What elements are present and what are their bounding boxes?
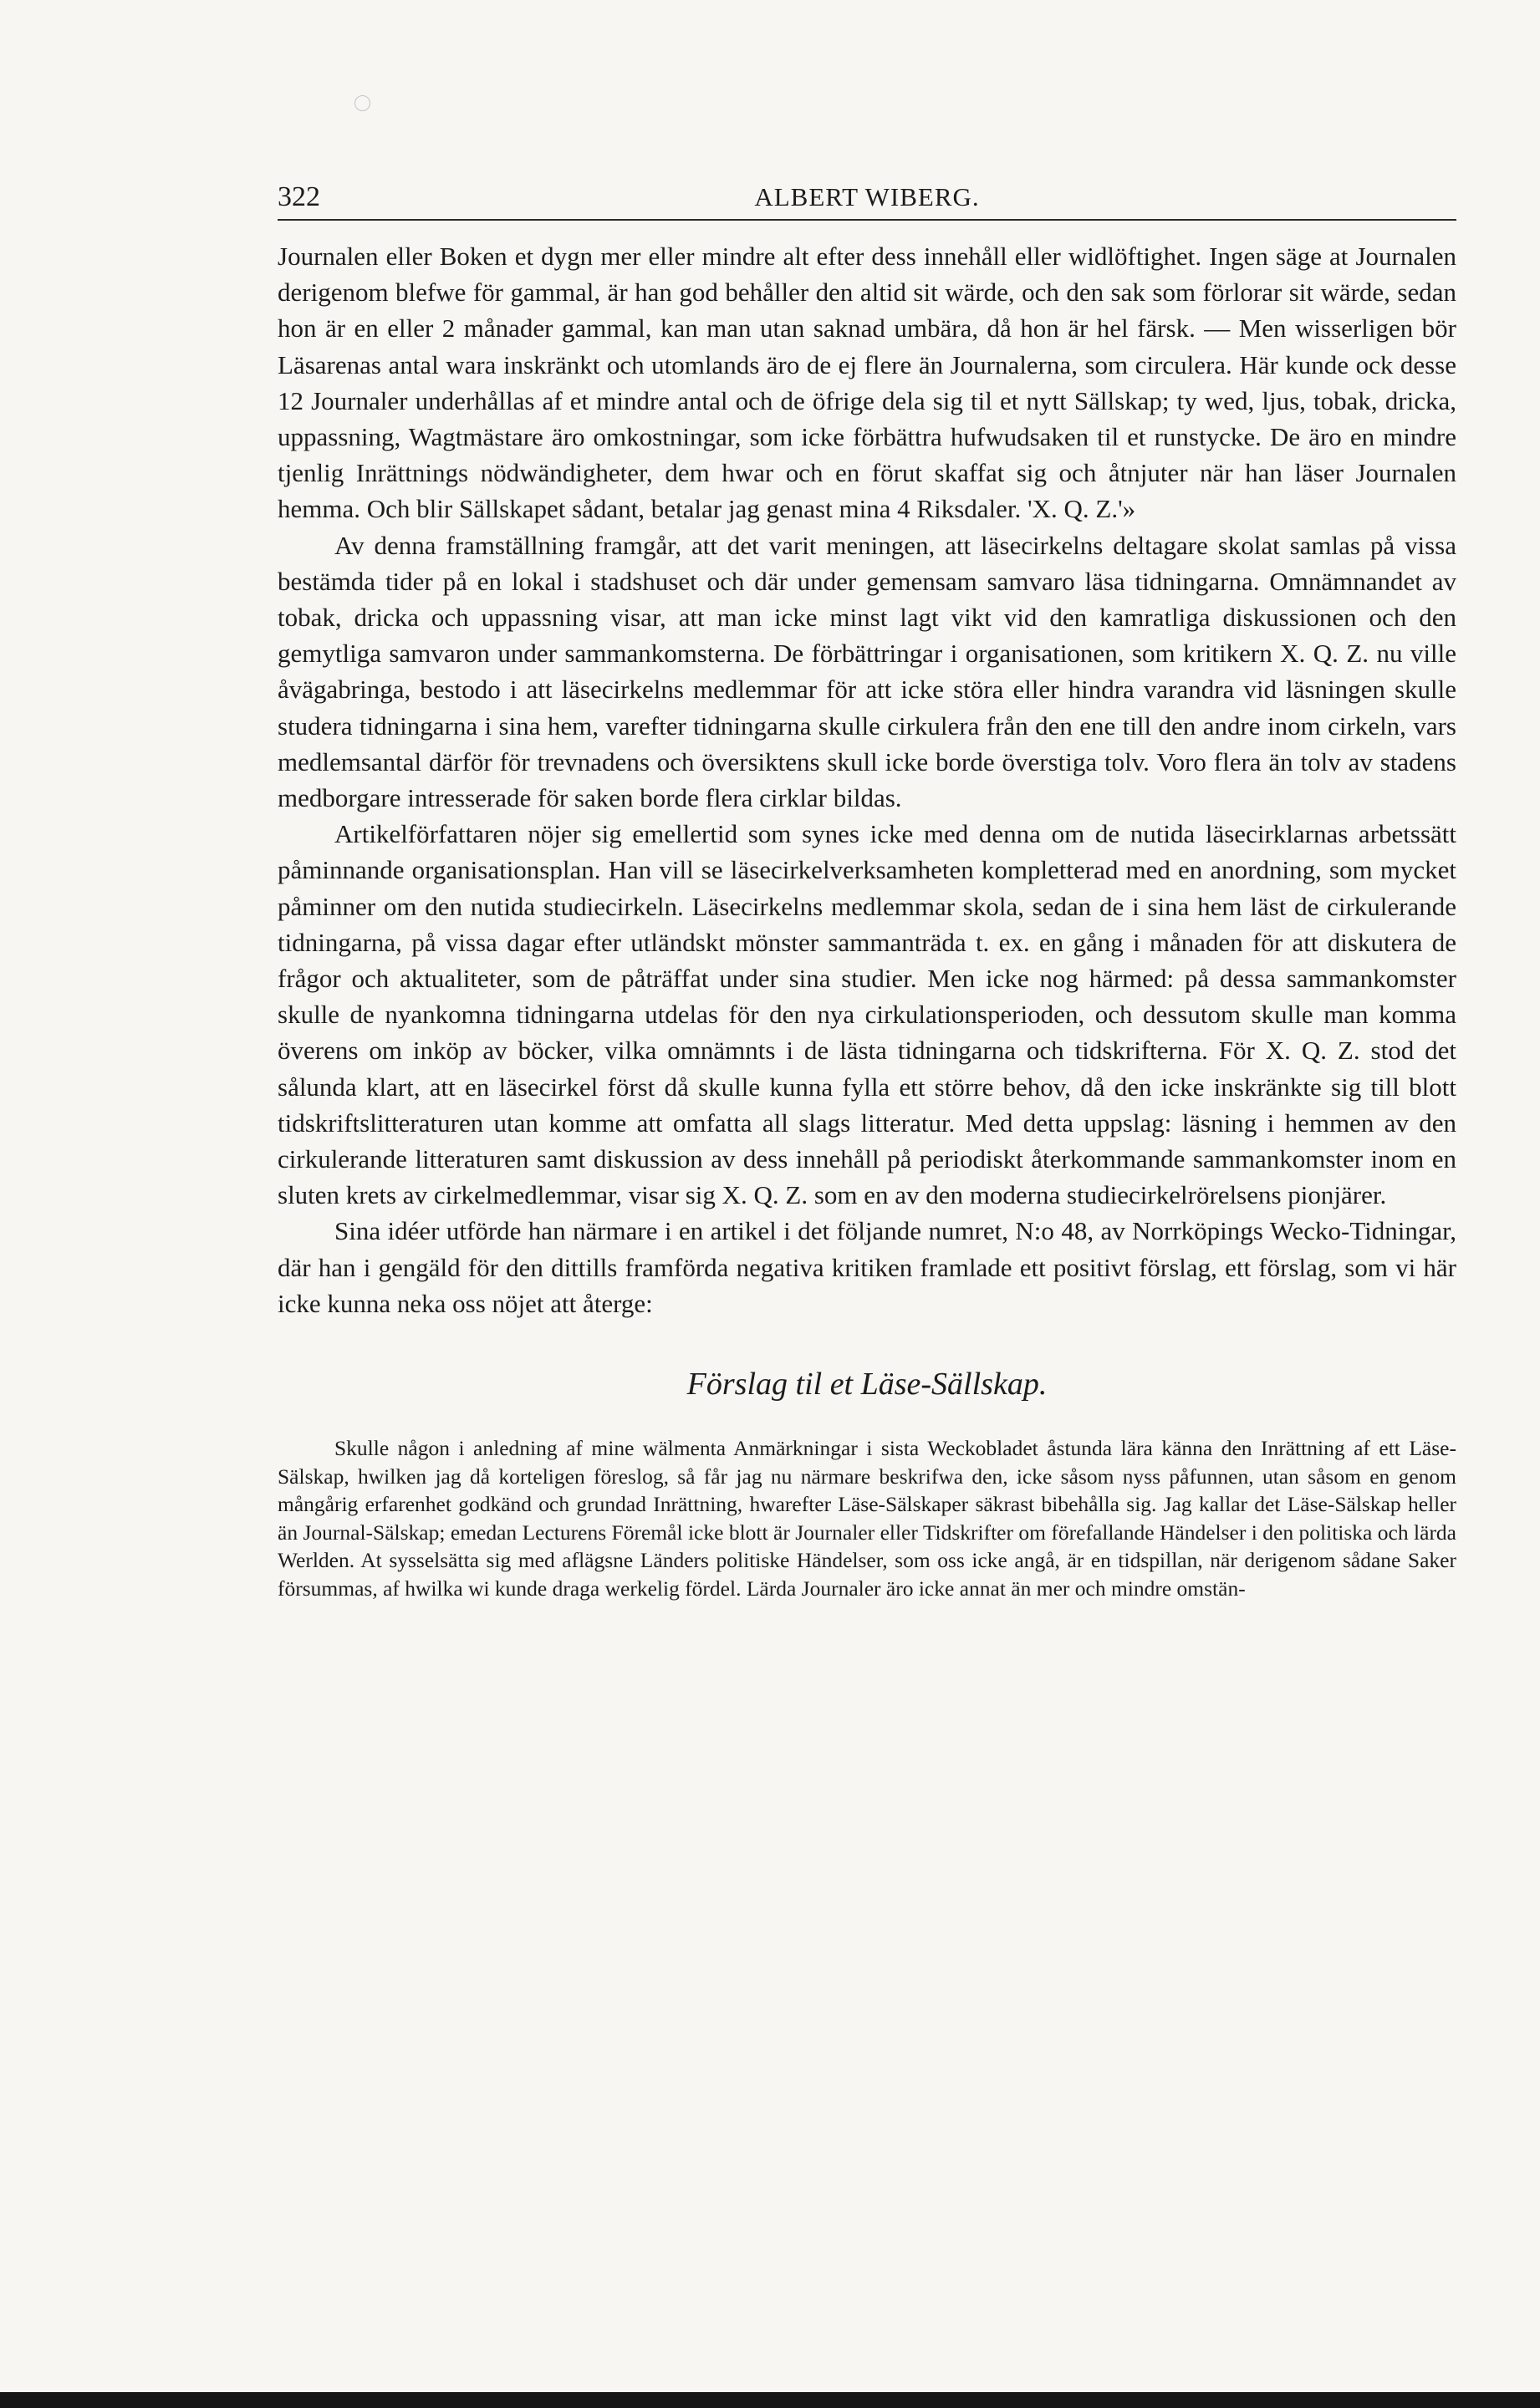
header-rule xyxy=(278,219,1456,221)
running-head xyxy=(278,177,1456,217)
quoted-paragraph: Skulle någon i anledning af mine wälmenta Anmärkningar i sista Weckobladet åstunda lära känna den Inrättning af ett Läse-Sälskap, hwilken jag då korteligen föreslog, så får jag nu närmare beskrifwa den, icke såsom nyss påfunnen, utan såsom en genom mångårig erfarenhet godkänd och grundad Inrättning, hwarefter Läse-Sälskaper säkrast bibehålla sig. Jag kallar det Läse-Sälskap heller än Journal-Sälskap; emedan Lecturens Föremål icke blott är Journaler eller Tidskrifter om förefallande Händelser i den politiska och lärda Werlden. At sysselsätta sig med aflägsne Länders politiske Händelser, som oss icke angå, är en tidspillan, när derigenom sådane Saker försummas, af hwilka wi kunde draga werkelig fördel. Lärda Journaler äro icke annat än mer och mindre omstän- xyxy=(278,1436,1456,1601)
paper-speck xyxy=(354,95,370,111)
section-heading: Förslag til et Läse-Sällskap. xyxy=(686,1367,1048,1403)
paragraph: Artikelförfattaren nöjer sig emellertid som synes icke med denna om de nutida läsecirklarnas arbetssätt påminnande organisationsplan. Han vill se läsecirkelverksamheten kompletterad med en anordning, som mycket påminner om den nutida studiecirkeln. Läsecirkelns medlemmar skola, sedan de i sina hem läst de cirkulerande tidningarna, på vissa dagar efter utländskt mönster sammanträda t. ex. en gång i månaden för att diskutera de frågor och aktualiteter, som de påträffat under sina studier. Men icke nog härmed: på dessa sammankomster skulle de nyankomna tidningarna utdelas för den nya cirkulationsperioden, och dessutom skulle man komma överens om inköp av böcker, vilka omnämnts i de lästa tidningarna och tidskrifterna. För X. Q. Z. stod det sålunda klart, att en läsecirkel först då skulle kunna fylla ett större behov, då den icke inskränkte sig till blott tidskriftslitteraturen utan komme att omfatta all slags litteratur. Med detta uppslag: läsning i hemmen av den cirkulerande litteraturen samt diskussion av dess innehåll på periodiskt återkommande sammankomster inom en sluten krets av cirkelmedlemmar, visar sig X. Q. Z. som en av den moderna studiecirkelrörelsens pionjärer. xyxy=(278,819,1456,1210)
scan-bottom-edge xyxy=(0,2392,1540,2408)
paragraph: Av denna framställning framgår, att det varit meningen, att läsecirkelns deltagare skolat samlas på vissa bestämda tider på en lokal i stadshuset och där under gemensam samvaro läsa tidningarna. Omnämnandet av tobak, dricka och uppassning visar, att man icke minst lagt vikt vid den kamratliga diskussionen och den gemytliga samvaron under sammankomsterna. De förbättringar i organisationen, som kritikern X. Q. Z. nu ville åvägabringa, bestodo i att läsecirkelns medlemmar för att icke störa eller hindra varandra vid läsningen skulle studera tidningarna i sina hem, varefter tidningarna skulle cirkulera från den ene till den andre inom cirkeln, vars medlemsantal därför för trevnadens och översiktens skull icke borde överstiga tolv. Voro flera än tolv av stadens medborgare intresserade för saken borde flera cirklar bildas. xyxy=(278,530,1456,813)
paragraph: Journalen eller Boken et dygn mer eller mindre alt efter dess innehåll eller widlöftighet. Ingen säge at Journalen derigenom blefwe för gammal, är han god behåller den altid sit wärde, och den sak som förlorar sit wärde, sedan hon är en eller 2 månader gammal, kan man utan saknad umbära, då hon är hel färsk. — Men wisserligen bör Läsarenas antal wara inskränkt och utomlands äro de ej flere än Journalerna, som circulera. Här kunde ock desse 12 Journaler underhållas af et mindre antal och de öfrige dela sig til et nytt Sällskap; ty wed, ljus, tobak, dricka, uppassning, Wagtmästare äro omkostningar, som icke förbättra hufwudsaken til et runstycke. De äro en mindre tjenlig Inrättnings nödwändigheter, dem hwar och en förut skaffat sig och åtnjuter när han läser Journalen hemma. Och blir Sällskapet sådant, betalar jag genast mina 4 Riksdaler. 'X. Q. Z.'» xyxy=(278,242,1456,524)
running-title: ALBERT WIBERG. xyxy=(754,182,980,211)
body-text xyxy=(278,238,1456,1602)
paragraph: Sina idéer utförde han närmare i en artikel i det följande numret, N:o 48, av Norrköpings Wecko-Tidningar, där han i gengäld för den dittills framförda negativa kritiken framlade ett positivt förslag, ett förslag, som vi här icke kunna neka oss nöjet att återge: xyxy=(278,1216,1456,1318)
page-number: 322 xyxy=(278,181,320,212)
